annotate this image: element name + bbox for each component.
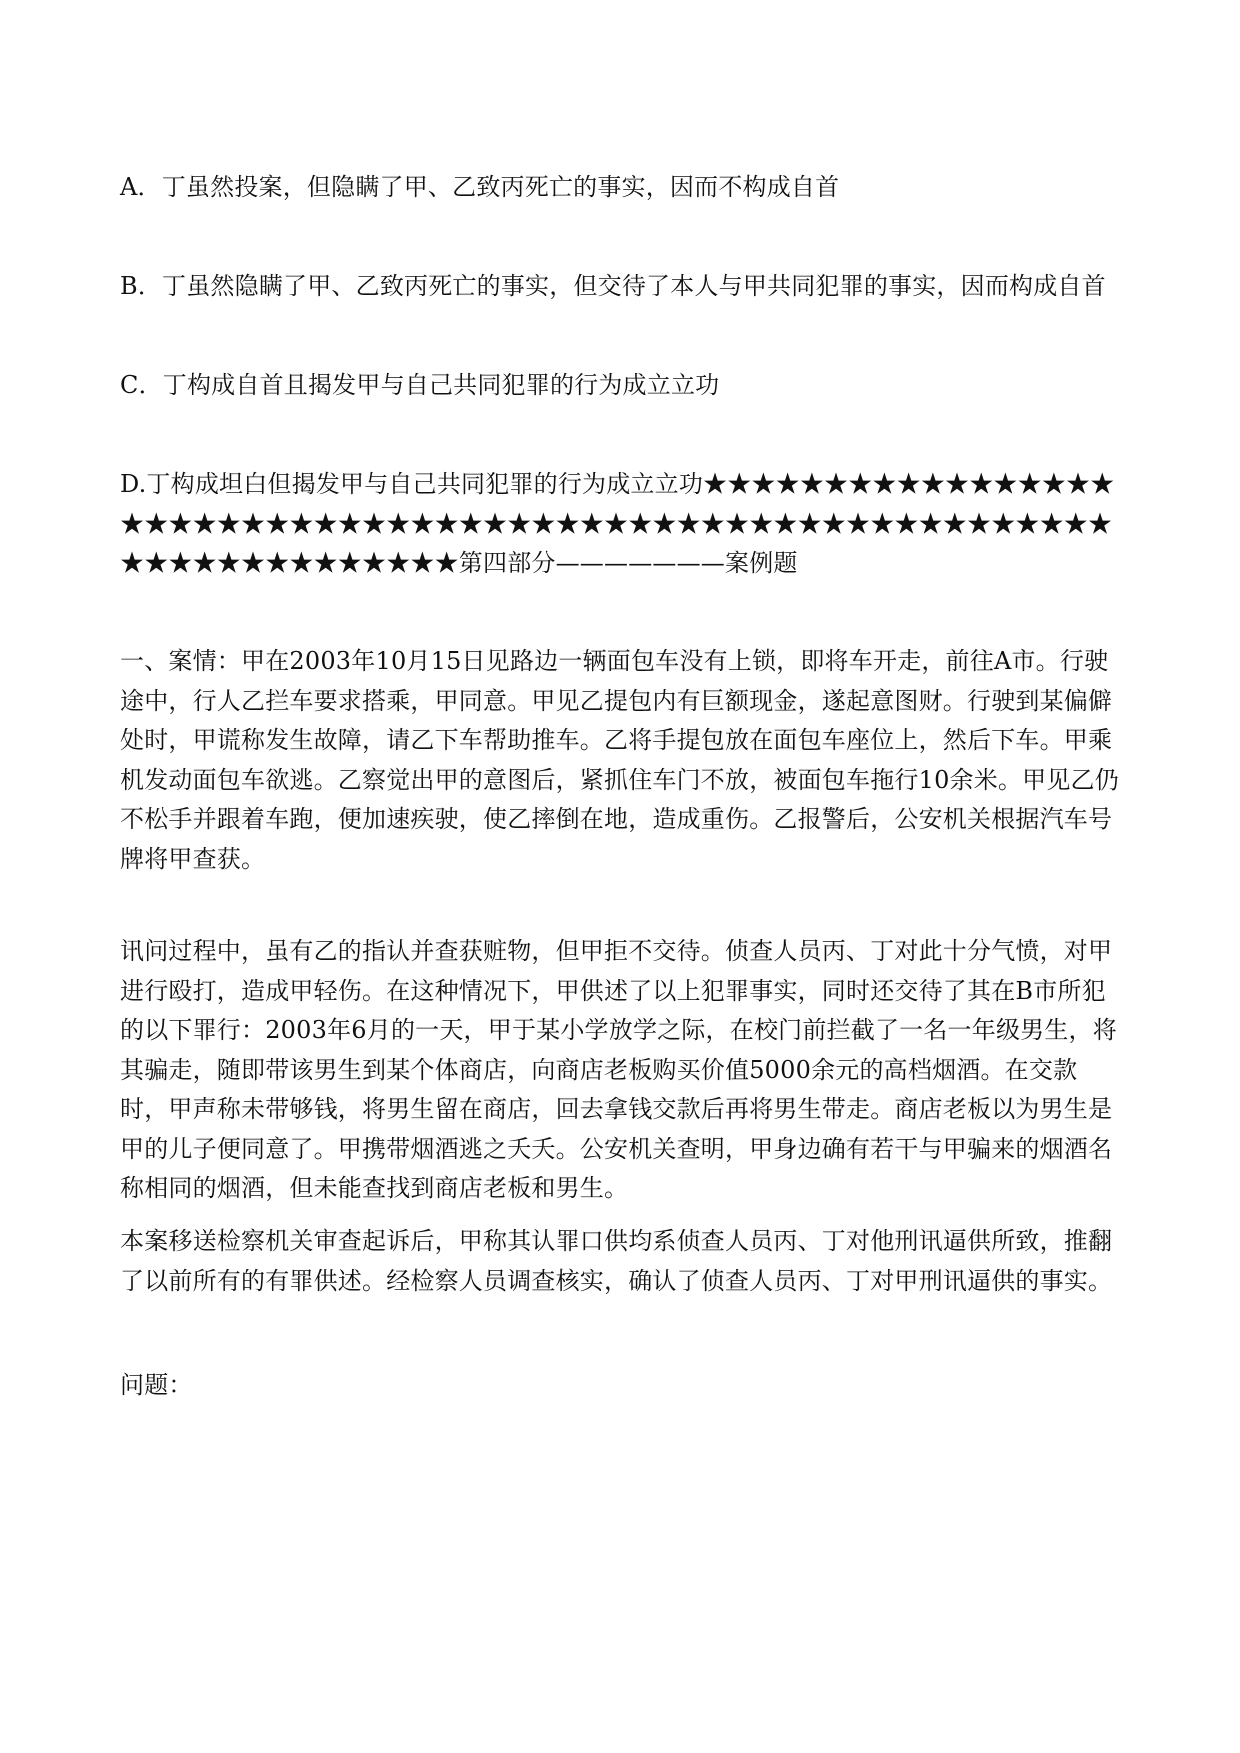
option-d: D.丁构成坦白但揭发甲与自己共同犯罪的行为成立立功★★★★★★★★★★★★★★★★★★★★★★★★★★★★★★★★★★★★★★★★★★★★★★★★★★★★★★★★★★★★★★★★★★★★★★★★第四部分———————案例题: [120, 470, 1115, 577]
option-a: A．丁虽然投案，但隐瞒了甲、乙致丙死亡的事实，因而不构成自首: [120, 173, 840, 201]
option-c: C．丁构成自首且揭发甲与自己共同犯罪的行为成立立功: [120, 371, 720, 399]
case-paragraph: 讯问过程中，虽有乙的指认并查获赃物，但甲拒不交待。侦查人员丙、丁对此十分气愤，对甲进行殴打，造成甲轻伤。在这种情况下，甲供述了以上犯罪事实，同时还交待了其在B市所犯的以下罪行：2003年6月的一天，甲于某小学放学之际，在校门前拦截了一名一年级男生，将其骗走，随即带该男生到某个体商店，向商店老板购买价值5000余元的高档烟酒。在交款时，甲声称未带够钱，将男生留在商店，回去拿钱交款后再将男生带走。商店老板以为男生是甲的儿子便同意了。甲携带烟酒逃之夭夭。公安机关查明，甲身边确有若干与甲骗来的烟酒名称相同的烟酒，但未能查找到商店老板和男生。: [120, 937, 1117, 1202]
option-b: B．丁虽然隐瞒了甲、乙致丙死亡的事实，但交待了本人与甲共同犯罪的事实，因而构成自首: [120, 272, 1106, 300]
question-label: 问题：: [120, 1371, 193, 1399]
case-paragraph: 本案移送检察机关审查起诉后，甲称其认罪口供均系侦查人员丙、丁对他刑讯逼供所致，推翻了以前所有的有罪供述。经检察人员调查核实，确认了侦查人员丙、丁对甲刑讯逼供的事实。: [120, 1227, 1113, 1295]
case-paragraph: 一、案情：甲在2003年10月15日见路边一辆面包车没有上锁，即将车开走，前往A市。行驶途中，行人乙拦车要求搭乘，甲同意。甲见乙提包内有巨额现金，遂起意图财。行驶到某偏僻处时，甲谎称发生故障，请乙下车帮助推车。乙将手提包放在面包车座位上，然后下车。甲乘机发动面包车欲逃。乙察觉出甲的意图后，紧抓住车门不放，被面包车拖行10余米。甲见乙仍不松手并跟着车跑，便加速疾驶，使乙摔倒在地，造成重伤。乙报警后，公安机关根据汽车号牌将甲查获。: [120, 647, 1119, 873]
